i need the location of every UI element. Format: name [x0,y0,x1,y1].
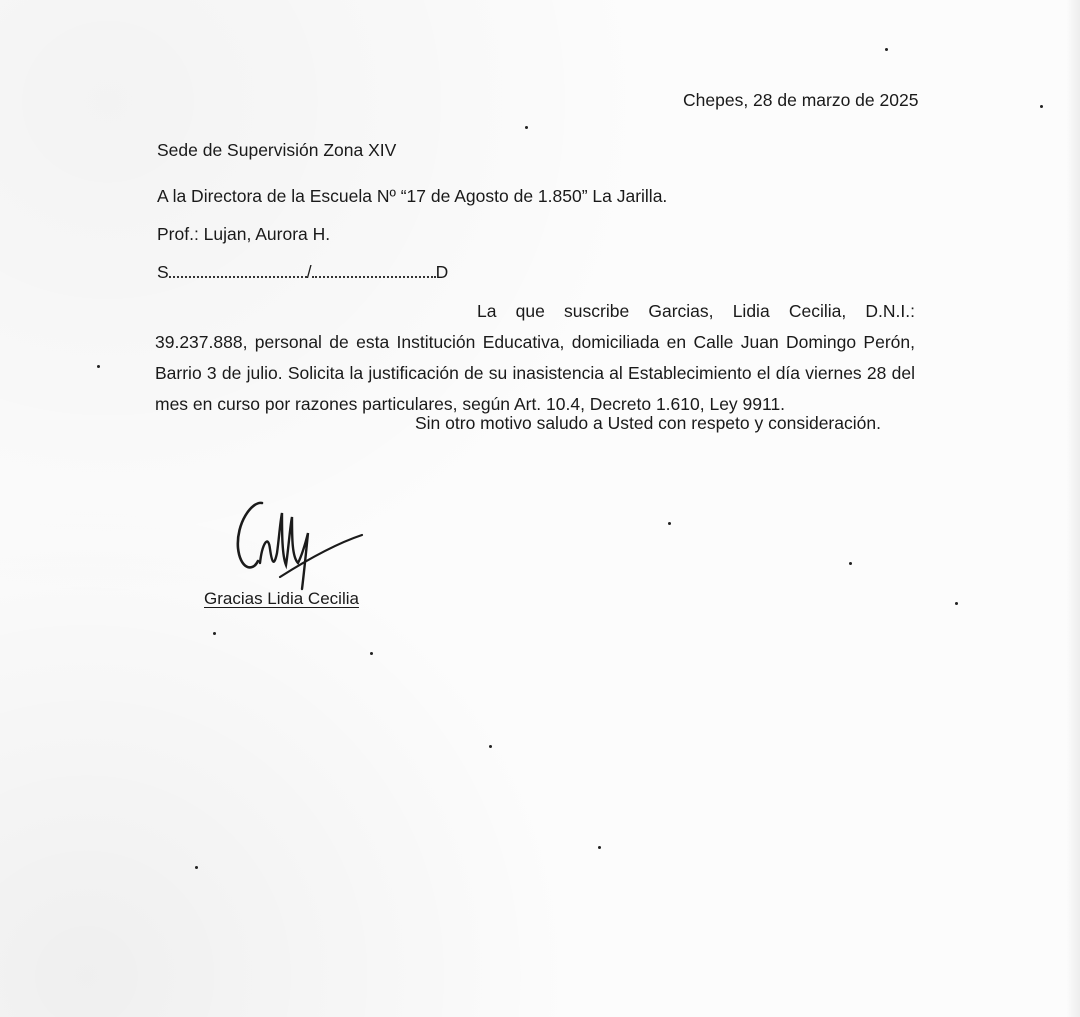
paper-speck [668,522,671,525]
body-text: La que suscribe Garcias, Lidia Cecilia, D.N.I.: 39.237.888, personal de esta Institución Educativa, domiciliada en Calle Juan Domingo Perón, Barrio 3 de julio. Solicita la justificación de su inasistencia al Establecimiento el día viernes 28 del mes en curso por razones particulares, según Art. 10.4, Decreto 1.610, Ley 9911. [155,301,915,414]
body-paragraph [155,296,915,420]
paper-speck [489,745,492,748]
date-line: Chepes, 28 de marzo de 2025 [683,90,919,110]
paper-speck [97,365,100,368]
paper-speck [195,866,198,869]
paper-speck [213,632,216,635]
signer-name: Gracias Lidia Cecilia [204,589,359,608]
recipient-line-2: A la Directora de la Escuela Nº “17 de Agosto de 1.850” La Jarilla. [157,186,668,206]
sd-dots-right [312,264,436,278]
sd-s: S [157,262,169,282]
recipient-line-1: Sede de Supervisión Zona XIV [157,140,397,160]
sd-slash: / [306,262,312,282]
page-edge-shadow [1066,0,1080,1017]
salutation-sd [157,262,448,283]
recipient-line-3: Prof.: Lujan, Aurora H. [157,224,331,244]
paper-speck [955,602,958,605]
paper-speck [598,846,601,849]
closing-line: Sin otro motivo saludo a Usted con respeto y consideración. [415,413,881,433]
paper-speck [525,126,528,129]
sd-dots-left [169,264,307,278]
paper-speck [370,652,373,655]
sd-d: D [435,262,449,282]
paper-speck [849,562,852,565]
paper-speck [1040,105,1043,108]
handwritten-signature [222,493,372,593]
paper-speck [885,48,888,51]
